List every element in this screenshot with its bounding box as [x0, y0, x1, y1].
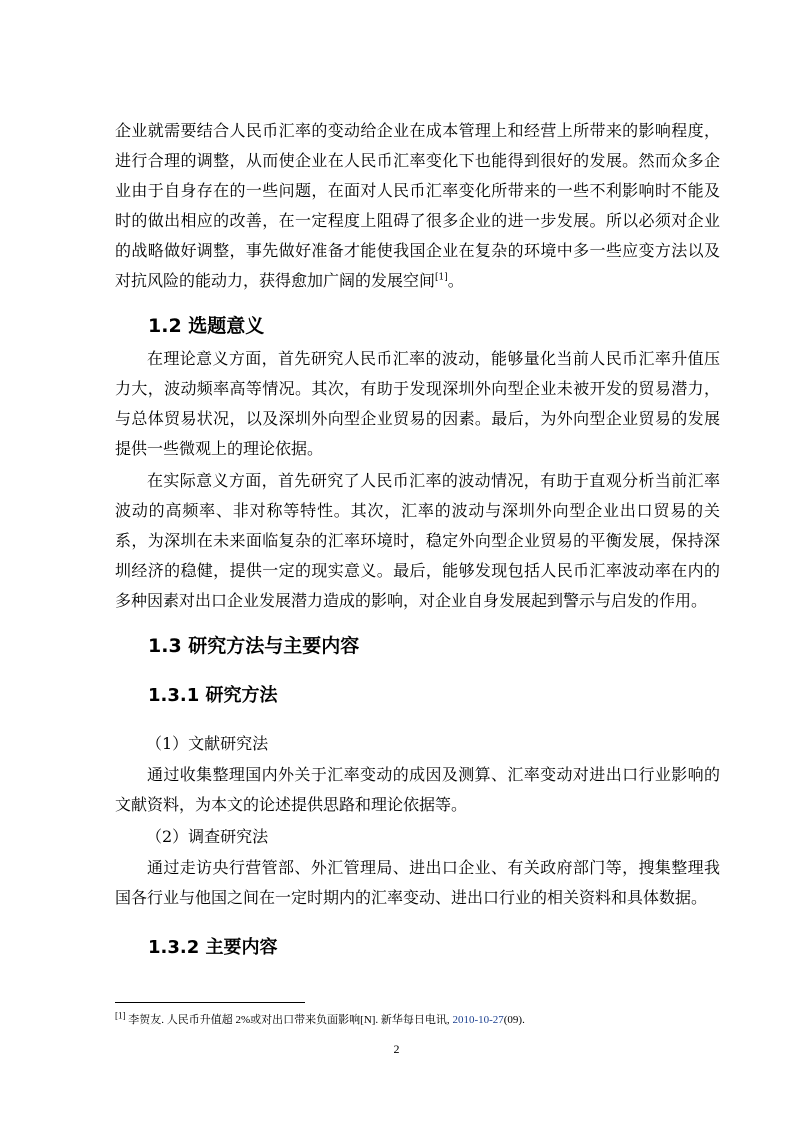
footnote-marker: [1] [115, 1010, 126, 1021]
paragraph-intro-continued [115, 116, 720, 296]
footnote-end: (09). [503, 1014, 525, 1026]
footnote-date: 2010-10-27 [452, 1014, 504, 1026]
footnote-separator [115, 1002, 305, 1003]
paragraph-theoretical-significance: 在理论意义方面，首先研究人民币汇率的波动，能够量化当前人民币汇率升值压力大，波动频率高等情况。其次，有助于发现深圳外向型企业未被开发的贸易潜力，与总体贸易状况，以及深圳外向型企业贸易的因素。最后，为外向型企业贸易的发展提供一些微观上的理论依据。 [115, 349, 720, 458]
paragraph-literature-method: 通过收集整理国内外关于汇率变动的成因及测算、汇率变动对进出口行业影响的文献资料，为本文的论述提供思路和理论依据等。 [115, 765, 720, 814]
paragraph-end: 。 [447, 271, 464, 290]
section-heading-1-3-1: 1.3.1 研究方法 [148, 685, 278, 706]
method-label-literature: （1）文献研究法 [146, 734, 269, 753]
paragraph-text: 企业就需要结合人民币汇率的变动给企业在成本管理上和经营上所带来的影响程度，进行合理的调整，从而使企业在人民币汇率变化下也能得到很好的发展。然而众多企业由于自身存在的一些问题，在面对人民币汇率变化所带来的一些不利影响时不能及时的做出相应的改善，在一定程度上阻碍了很多企业的进一步发展。所以必须对企业的战略做好调整，事先做好准备才能使我国企业在复杂的环境中多一些应变方法以及对抗风险的能动力，获得愈加广阔的发展空间 [115, 121, 720, 290]
section-heading-1-3-2: 1.3.2 主要内容 [148, 937, 278, 958]
paragraph-survey-method: 通过走访央行营管部、外汇管理局、进出口企业、有关政府部门等，搜集整理我国各行业与他国之间在一定时期内的汇率变动、进出口行业的相关资料和具体数据。 [115, 858, 720, 907]
footnote-text: 李贺友. 人民币升值超 2%或对出口带来负面影响[N]. 新华每日电讯, [125, 1014, 453, 1026]
section-heading-1-3: 1.3 研究方法与主要内容 [148, 635, 360, 657]
section-heading-1-2: 1.2 选题意义 [148, 315, 265, 337]
footnote [115, 1012, 525, 1028]
method-label-survey: （2）调查研究法 [146, 827, 269, 846]
page-number: 2 [393, 1042, 400, 1056]
paragraph-practical-significance: 在实际意义方面，首先研究了人民币汇率的波动情况，有助于直观分析当前汇率波动的高频率、非对称等特性。其次，汇率的波动与深圳外向型企业出口贸易的关系，为深圳在未来面临复杂的汇率环境时，稳定外向型企业贸易的平衡发展，保持深圳经济的稳健，提供一定的现实意义。最后，能够发现包括人民币汇率波动率在内的多种因素对出口企业发展潜力造成的影响，对企业自身发展起到警示与启发的作用。 [115, 471, 720, 610]
citation-marker[interactable]: [1] [435, 272, 448, 283]
